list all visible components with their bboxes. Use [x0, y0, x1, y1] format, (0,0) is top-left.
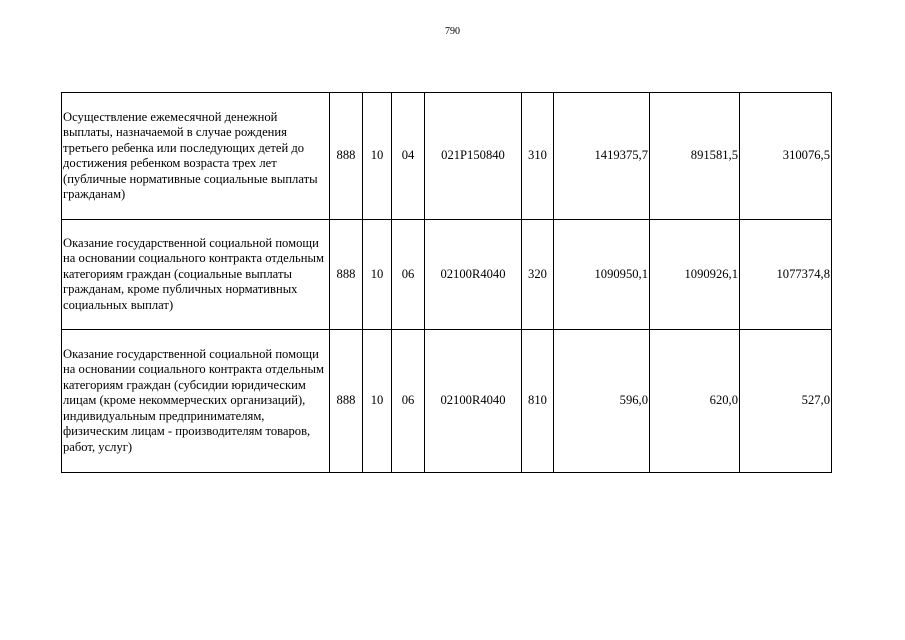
amount-year-1: 596,0: [554, 330, 650, 473]
row-description: Оказание государственной социальной помощи на основании социального контракта отдельным категориям граждан (субсидии юридическим лицам (кроме некоммерческих организаций), индивидуальным предпринимателям, физическим лицам - производителям товаров, работ, услуг): [62, 330, 330, 473]
row-description: Оказание государственной социальной помощи на основании социального контракта отдельным категориям граждан (социальные выплаты гражданам, кроме публичных нормативных социальных выплат): [62, 220, 330, 330]
expense-type-code: 310: [522, 93, 554, 220]
target-article-code: 021P150840: [425, 93, 522, 220]
table-row: [62, 330, 832, 473]
page-number: 790: [445, 26, 460, 37]
budget-table: [61, 92, 832, 473]
section-code: 10: [363, 93, 392, 220]
amount-year-1: 1419375,7: [554, 93, 650, 220]
expense-type-code: 320: [522, 220, 554, 330]
amount-year-1: 1090950,1: [554, 220, 650, 330]
section-code: 10: [363, 220, 392, 330]
amount-year-2: 1090926,1: [650, 220, 740, 330]
subsection-code: 06: [392, 330, 425, 473]
amount-year-2: 891581,5: [650, 93, 740, 220]
target-article-code: 02100R4040: [425, 220, 522, 330]
amount-year-3: 310076,5: [740, 93, 832, 220]
target-article-code: 02100R4040: [425, 330, 522, 473]
subsection-code: 04: [392, 93, 425, 220]
section-code: 10: [363, 330, 392, 473]
ministry-code: 888: [330, 93, 363, 220]
table-row: [62, 220, 832, 330]
subsection-code: 06: [392, 220, 425, 330]
amount-year-3: 1077374,8: [740, 220, 832, 330]
amount-year-2: 620,0: [650, 330, 740, 473]
table-row: [62, 93, 832, 220]
ministry-code: 888: [330, 220, 363, 330]
row-description: Осуществление ежемесячной денежной выплаты, назначаемой в случае рождения третьего ребенка или последующих детей до достижения ребенком возраста трех лет (публичные нормативные социальные выплаты гражданам): [62, 93, 330, 220]
expense-type-code: 810: [522, 330, 554, 473]
amount-year-3: 527,0: [740, 330, 832, 473]
ministry-code: 888: [330, 330, 363, 473]
